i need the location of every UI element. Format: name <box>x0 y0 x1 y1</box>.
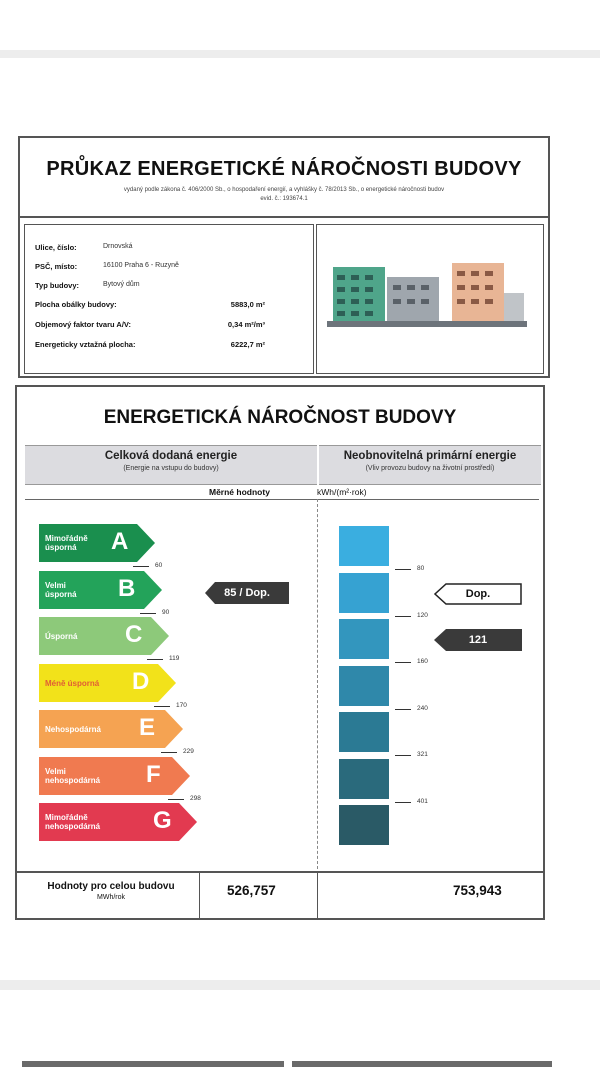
envelope-label: Plocha obálky budovy: <box>35 300 117 309</box>
primary-energy-band <box>339 759 389 799</box>
primary-energy-threshold: 160 <box>417 658 428 665</box>
delivered-energy-title: Celková dodaná energie <box>104 450 238 462</box>
primary-energy-band <box>339 805 389 845</box>
primary-energy-title: Neobnovitelná primární energie <box>343 450 517 462</box>
registration-number: evid. č.: 193674.1 <box>260 196 308 202</box>
primary-energy-band <box>339 666 389 706</box>
class-threshold: 298 <box>190 794 201 802</box>
primary-energy-band <box>339 619 389 659</box>
class-letter: A <box>111 528 129 555</box>
class-threshold: 119 <box>169 655 180 662</box>
building-photo <box>316 224 544 374</box>
type-label: Typ budovy: <box>35 281 80 290</box>
class-label: Úsporná <box>45 632 78 641</box>
class-label: Nehospodárná <box>45 725 102 734</box>
energy-class-b <box>39 571 162 609</box>
next-page-edge <box>0 990 600 1067</box>
delivered-energy-total: 526,757 <box>227 883 276 898</box>
primary-energy-band <box>339 712 389 752</box>
certificate-subtitle <box>20 186 548 204</box>
divider <box>25 499 539 500</box>
next-page-border <box>22 1061 284 1067</box>
class-letter: F <box>146 760 161 788</box>
class-letter: E <box>139 714 156 741</box>
totals-label: Hodnoty pro celou budovu <box>47 881 175 892</box>
class-letter: C <box>125 621 143 648</box>
psc-label: PSČ, místo: <box>35 262 78 271</box>
delivered-energy-pointer <box>205 582 289 604</box>
delivered-energy-subtitle: (Energie na vstupu do budovy) <box>123 465 219 472</box>
factor-value: 0,34 m²/m³ <box>227 320 265 329</box>
street-label: Ulice, číslo: <box>35 243 77 252</box>
psc-value: 16100 Praha 6 - Ruzyně <box>103 262 179 269</box>
class-label: Velmi úsporná <box>45 580 77 599</box>
totals-unit: MWh/rok <box>97 894 125 901</box>
energy-class-a <box>39 524 155 562</box>
certificate-header <box>18 136 550 378</box>
building-totals <box>17 871 543 920</box>
street-value: Drnovská <box>103 243 133 250</box>
units-value: kWh/(m²·rok) <box>317 487 367 497</box>
energy-class-f <box>39 757 190 795</box>
primary-energy-total: 753,943 <box>453 883 502 898</box>
type-value: Bytový dům <box>103 281 140 288</box>
class-threshold: 170 <box>176 701 187 709</box>
divider <box>20 216 548 218</box>
primary-energy-threshold: 80 <box>417 565 425 572</box>
area-label: Energeticky vztažná plocha: <box>35 340 136 349</box>
previous-page-edge <box>0 0 600 50</box>
class-label: Mimořádně úsporná <box>45 534 88 552</box>
primary-energy-requirement-pointer <box>434 583 522 605</box>
building-info <box>24 224 314 374</box>
factor-label: Objemový faktor tvaru A/V: <box>35 320 131 329</box>
envelope-value: 5883,0 m² <box>230 300 265 309</box>
primary-energy-threshold: 321 <box>417 751 428 758</box>
energy-class-g <box>39 803 197 841</box>
primary-energy-threshold: 240 <box>417 704 428 712</box>
primary-energy-threshold: 401 <box>417 797 428 805</box>
primary-energy-pointer <box>434 629 522 651</box>
primary-energy-threshold: 120 <box>417 611 428 619</box>
class-threshold: 229 <box>183 748 194 755</box>
class-threshold: 90 <box>162 608 170 616</box>
column-divider <box>317 499 318 874</box>
class-threshold: 60 <box>155 562 163 569</box>
class-letter: B <box>118 574 136 602</box>
class-letter: D <box>132 667 150 695</box>
delivered-energy-value: 85 / Dop. <box>224 587 270 599</box>
energy-rating-panel <box>15 385 545 920</box>
area-value: 6222,7 m² <box>230 340 265 349</box>
legal-basis: vydaný podle zákona č. 406/2000 Sb., o hospodaření energií, a vyhlášky č. 78/2013 Sb., o energetické náročnosti budov <box>123 187 445 193</box>
energy-class-d <box>39 664 176 702</box>
energy-class-e <box>39 710 183 748</box>
units-label: Měrné hodnoty <box>209 487 270 497</box>
rating-title: ENERGETICKÁ NÁROČNOST BUDOVY <box>103 407 457 428</box>
primary-energy-band <box>339 573 389 613</box>
class-label: Méně úsporná <box>45 678 100 688</box>
class-letter: G <box>153 807 172 834</box>
primary-energy-subtitle: (Vliv provozu budovy na životní prostředí) <box>365 465 495 472</box>
building-illustration <box>317 225 541 371</box>
class-label: Mimořádně nehospodárná <box>45 813 101 831</box>
class-label: Velmi nehospodárná <box>45 766 101 785</box>
certificate-title: PRŮKAZ ENERGETICKÉ NÁROČNOSTI BUDOVY <box>46 158 522 180</box>
next-page-border <box>292 1061 552 1067</box>
delivered-energy-header <box>25 445 317 485</box>
primary-energy-value: 121 <box>468 634 488 646</box>
primary-energy-header <box>319 445 541 485</box>
primary-energy-band <box>339 526 389 566</box>
energy-class-c <box>39 617 169 655</box>
primary-energy-requirement: Dop. <box>465 588 491 600</box>
